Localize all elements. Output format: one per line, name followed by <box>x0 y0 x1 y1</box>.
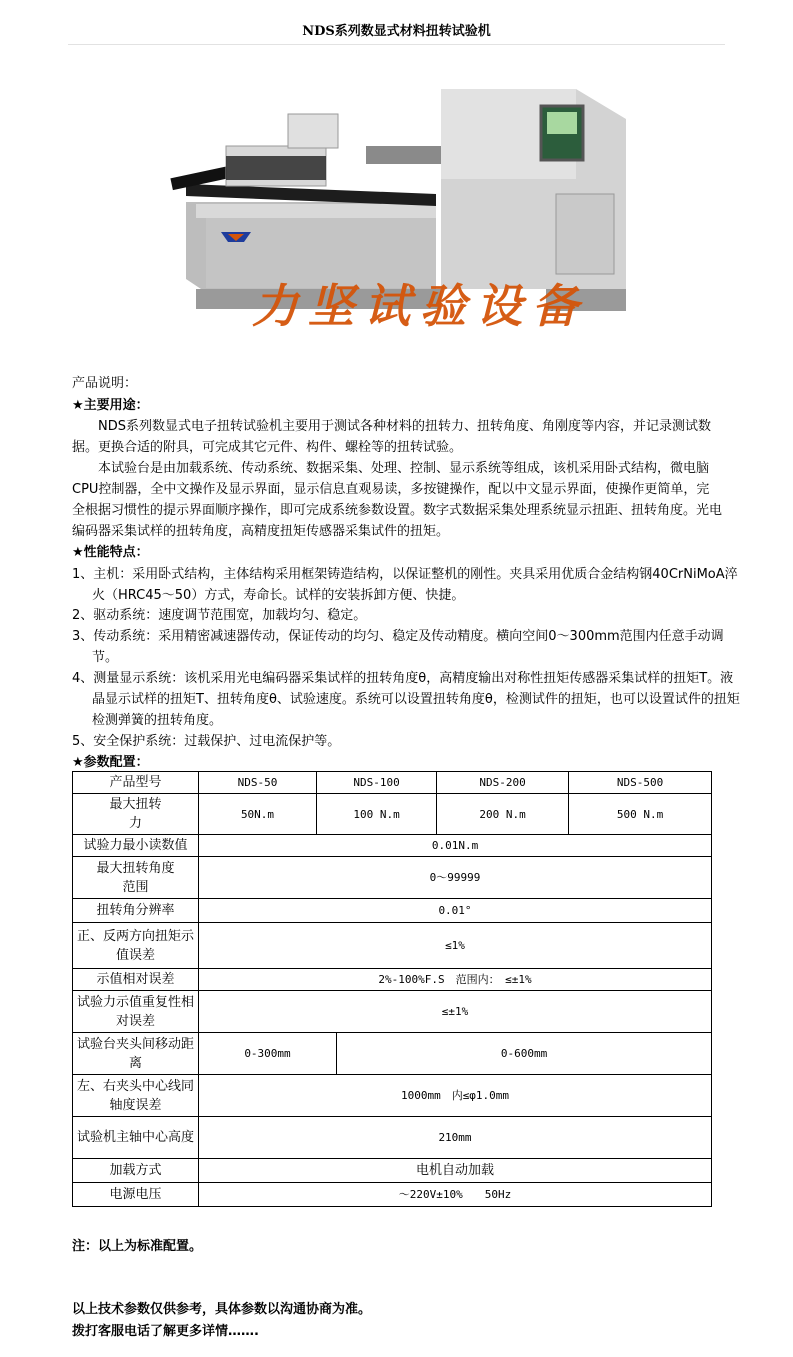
table-row <box>73 857 712 899</box>
table-row <box>73 1033 712 1075</box>
model-cell: NDS-500 <box>569 772 712 794</box>
table-row <box>73 1117 712 1159</box>
height-label: 试验机主轴中心高度 <box>73 1117 199 1159</box>
power-value: ～220V±10% 50Hz <box>199 1183 712 1207</box>
min-read-label: 试验力最小读数值 <box>73 835 199 857</box>
height-value: 210mm <box>199 1117 712 1159</box>
page-title: NDS系列数显式材料扭转试验机 <box>302 24 491 39</box>
table-row <box>73 923 712 969</box>
config-heading: ★参数配置： <box>72 755 149 770</box>
repeat-label: 试验力示值重复性相对误差 <box>73 991 199 1033</box>
title-divider <box>68 44 725 45</box>
features-heading: ★性能特点： <box>72 545 149 560</box>
spec-table <box>72 771 712 1207</box>
model-label: 产品型号 <box>73 772 199 794</box>
table-row <box>73 1159 712 1183</box>
angle-range-label: 最大扭转角度范围 <box>73 857 199 899</box>
model-cell: NDS-200 <box>437 772 569 794</box>
feature-item-2: 2、驱动系统：速度调节范围宽，加载均匀、稳定。 <box>72 608 367 623</box>
feature-item-3: 3、传动系统：采用精密减速器传动，保证传动的均匀、稳定及传动精度。横向空间0～300mm范围内任意手动调节。 <box>72 629 724 665</box>
load-value: 电机自动加载 <box>199 1159 712 1183</box>
dir-err-label: 正、反两方向扭矩示值误差 <box>73 923 199 969</box>
load-label: 加载方式 <box>73 1159 199 1183</box>
angle-res-label: 扭转角分辨率 <box>73 899 199 923</box>
coaxial-label: 左、右夹头中心线同轴度误差 <box>73 1075 199 1117</box>
distance-cell: 0-300mm <box>199 1033 337 1075</box>
description-label: 产品说明： <box>72 376 138 391</box>
max-torque-label: 最大扭转力 <box>73 794 199 835</box>
rel-err-label: 示值相对误差 <box>73 969 199 991</box>
min-read-value: 0.01N.m <box>199 835 712 857</box>
table-row <box>73 835 712 857</box>
rel-err-value: 2%-100%F.S 范围内： ≤±1% <box>199 969 712 991</box>
footer-contact: 拨打客服电话了解更多详情……. <box>72 1324 259 1339</box>
table-row <box>73 899 712 923</box>
feature-item-1: 1、主机：采用卧式结构，主体结构采用框架铸造结构，以保证整机的刚性。夹具采用优质合金结构钢40CrNiMoA淬火（HRC45～50）方式，寿命长。试样的安装拆卸方便、快捷。 <box>72 567 738 603</box>
max-torque-cell: 50N.m <box>199 794 317 835</box>
repeat-value: ≤±1% <box>199 991 712 1033</box>
distance-cell: 0-600mm <box>337 1033 712 1075</box>
max-torque-cell: 500 N.m <box>569 794 712 835</box>
max-torque-cell: 100 N.m <box>317 794 437 835</box>
footer-disclaimer: 以上技术参数仅供参考，具体参数以沟通协商为准。 <box>72 1302 372 1317</box>
table-row <box>73 1183 712 1207</box>
model-cell: NDS-100 <box>317 772 437 794</box>
table-row <box>73 772 712 794</box>
dir-err-value: ≤1% <box>199 923 712 969</box>
table-row <box>73 794 712 835</box>
model-cell: NDS-50 <box>199 772 317 794</box>
power-label: 电源电压 <box>73 1183 199 1207</box>
coaxial-value: 1000mm 内≤φ1.0mm <box>199 1075 712 1117</box>
angle-range-value: 0～99999 <box>199 857 712 899</box>
standard-config-note: 注：以上为标准配置。 <box>72 1239 203 1254</box>
table-row <box>73 1075 712 1117</box>
feature-item-5: 5、安全保护系统：过载保护、过电流保护等。 <box>72 734 341 749</box>
feature-item-4: 4、测量显示系统：该机采用光电编码器采集试样的扭转角度θ，高精度输出对称性扭矩传感器采集试样的扭矩T。液晶显示试样的扭矩T、扭转角度θ、试验速度。系统可以设置扭转角度θ，检测试件的扭矩，也可以设置试件的扭矩检测弹簧的扭转角度。 <box>72 671 740 728</box>
usage-paragraph-2: 本试验台是由加载系统、传动系统、数据采集、处理、控制、显示系统等组成，该机采用卧式结构，微电脑CPU控制器，全中文操作及显示界面，显示信息直观易读，多按键操作，配以中文显示界面，使操作更简单，完全根据习惯性的提示界面顺序操作，即可完成系统参数设置。数字式数据采集处理系统显示扭距、扭转角度。光电编码器采集试样的扭转角度，高精度扭矩传感器采集试件的扭矩。 <box>72 461 723 539</box>
usage-heading: ★主要用途： <box>72 398 149 413</box>
table-row <box>73 991 712 1033</box>
usage-paragraph-1: NDS系列数显式电子扭转试验机主要用于测试各种材料的扭转力、扭转角度、角刚度等内容，并记录测试数据。更换合适的附具，可完成其它元件、构件、螺栓等的扭转试验。 <box>72 419 711 455</box>
watermark-logo: 力坚试验设备 <box>252 279 588 333</box>
distance-label: 试验台夹头间移动距离 <box>73 1033 199 1075</box>
table-row <box>73 969 712 991</box>
angle-res-value: 0.01° <box>199 899 712 923</box>
max-torque-cell: 200 N.m <box>437 794 569 835</box>
